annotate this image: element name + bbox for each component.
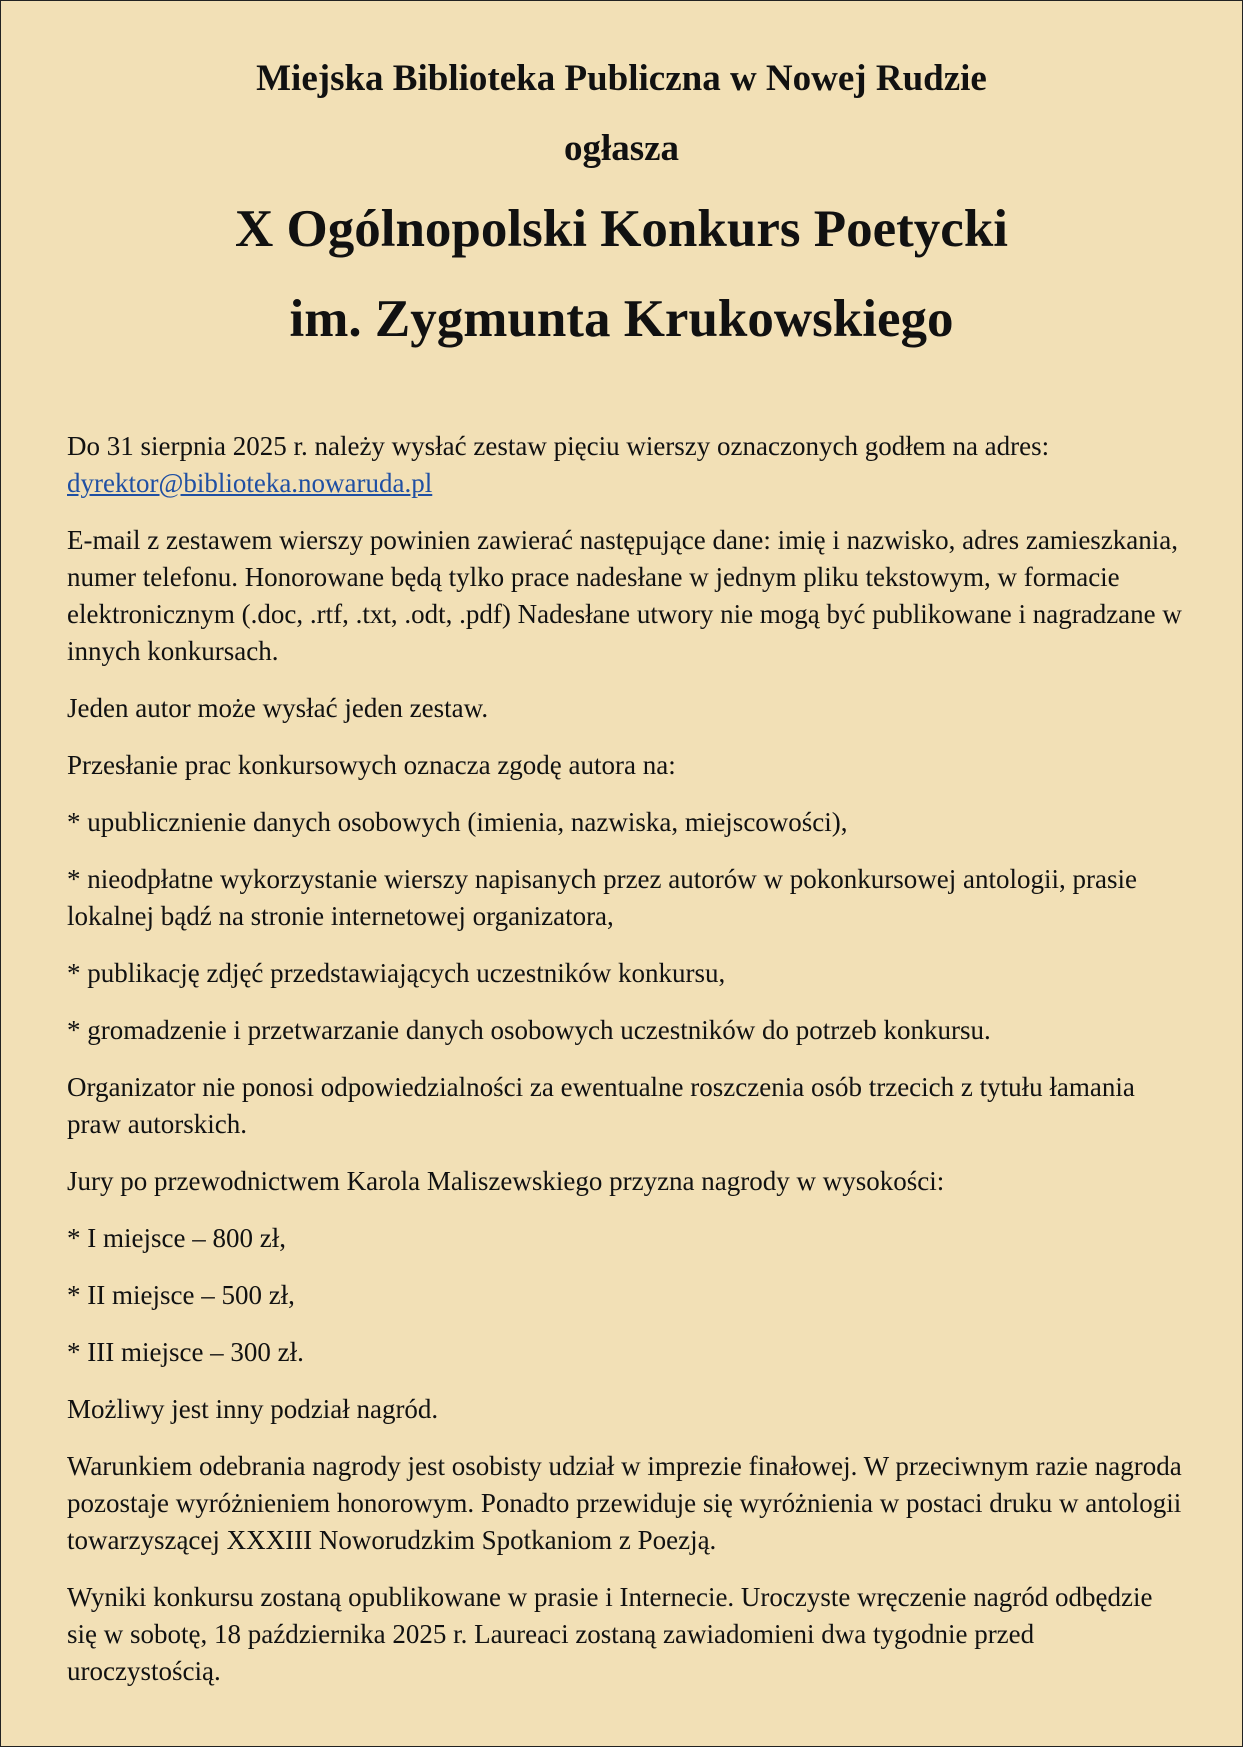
prize-item: * III miejsce – 300 zł. <box>67 1337 304 1367</box>
other-split-paragraph: Możliwy jest inny podział nagród. <box>67 1394 439 1424</box>
consent-item: * nieodpłatne wykorzystanie wierszy napisanych przez autorów w pokonkursowej antologii, prasie lokalnej bądź na stronie internetowej organizatora, <box>67 864 1137 931</box>
email-link[interactable]: dyrektor@biblioteka.nowaruda.pl <box>67 468 433 498</box>
results-paragraph: Wyniki konkursu zostaną opublikowane w prasie i Internecie. Uroczyste wręczenie nagród odbędzie się w sobotę, 18 października 2025 r. Laureaci zostaną zawiadomieni dwa tygodnie przed uroczystością. <box>67 1582 1153 1686</box>
prize-item: * II miejsce – 500 zł, <box>67 1280 295 1310</box>
announces-text: ogłasza <box>563 128 680 169</box>
contest-patron: im. Zygmunta Krukowskiego <box>289 290 954 348</box>
consent-item: * upublicznienie danych osobowych (imienia, nazwiska, miejscowości), <box>67 807 848 837</box>
contest-title: X Ogólnopolski Konkurs Poetycki <box>234 200 1009 258</box>
deadline-text: Do 31 sierpnia 2025 r. należy wysłać zestaw pięciu wierszy oznaczonych godłem na adres: <box>67 431 1050 461</box>
one-set-paragraph: Jeden autor może wysłać jeden zestaw. <box>67 693 489 723</box>
announcement-body <box>67 428 1187 1710</box>
liability-paragraph: Organizator nie ponosi odpowiedzialności za ewentualne roszczenia osób trzecich z tytułu łamania praw autorskich. <box>67 1072 1135 1139</box>
consent-item: * gromadzenie i przetwarzanie danych osobowych uczestników do potrzeb konkursu. <box>67 1015 991 1045</box>
consent-intro-paragraph: Przesłanie prac konkursowych oznacza zgodę autora na: <box>67 750 676 780</box>
prize-item: * I miejsce – 800 zł, <box>67 1223 286 1253</box>
organization-name: Miejska Biblioteka Publiczna w Nowej Rudzie <box>256 58 987 99</box>
condition-paragraph: Warunkiem odebrania nagrody jest osobisty udział w imprezie finałowej. W przeciwnym razie nagroda pozostaje wyróżnieniem honorowym. Ponadto przewiduje się wyróżnienia w postaci druku w antologii towarzyszącej XXXIII Noworudzkim Spotkaniom z Poezją. <box>67 1451 1182 1555</box>
consent-item: * publikację zdjęć przedstawiających uczestników konkursu, <box>67 958 726 988</box>
email-requirements-paragraph: E-mail z zestawem wierszy powinien zawierać następujące dane: imię i nazwisko, adres zamieszkania, numer telefonu. Honorowane będą tylko prace nadesłane w jednym pliku tekstowym, w formacie elektronicznym (.doc, .rtf, .txt, .odt, .pdf) Nadesłane utwory nie mogą być publikowane i nagradzane w innych konkursach. <box>67 525 1182 666</box>
deadline-paragraph <box>67 428 1187 502</box>
jury-paragraph: Jury po przewodnictwem Karola Maliszewskiego przyzna nagrody w wysokości: <box>67 1166 945 1196</box>
